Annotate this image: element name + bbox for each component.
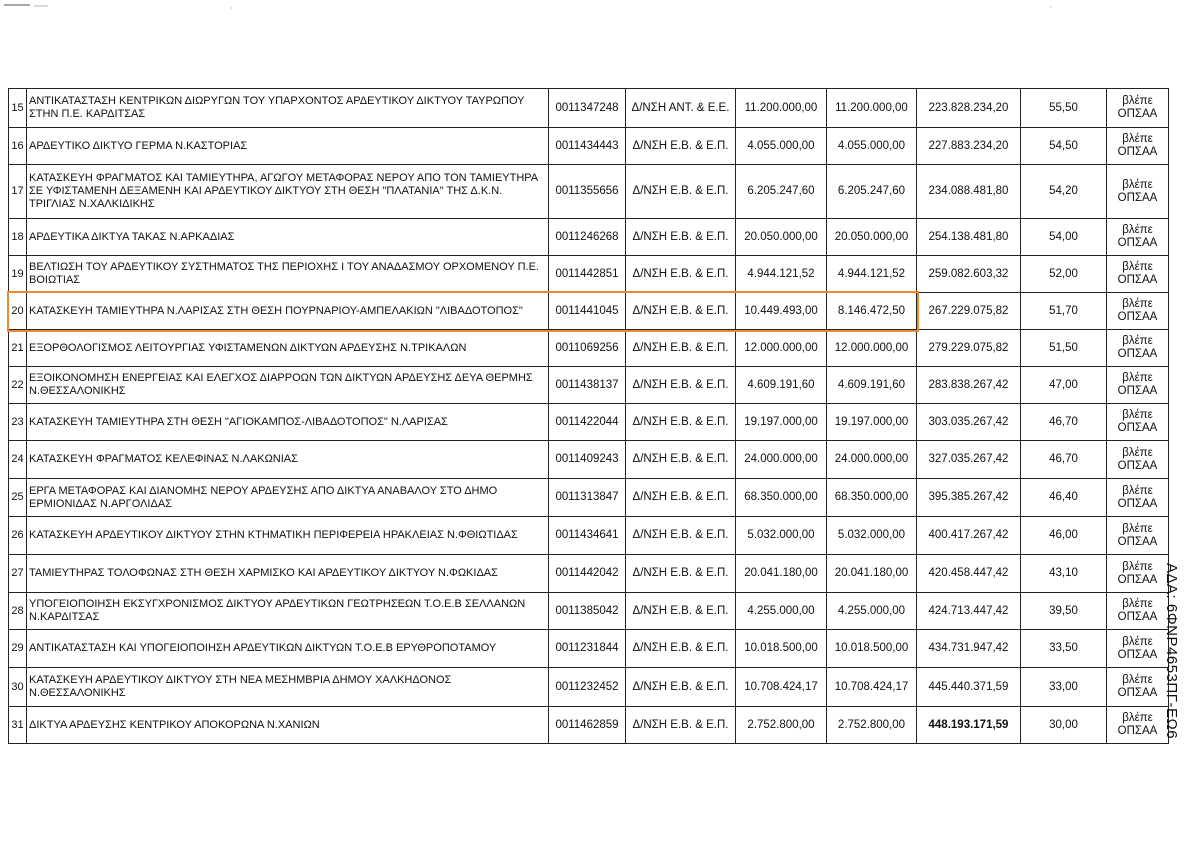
project-description: ΚΑΤΑΣΚΕΥΗ ΦΡΑΓΜΑΤΟΣ ΚΑΙ ΤΑΜΙΕΥΤΗΡΑ, ΑΓΩΓΟΥ ΜΕΤΑΦΟΡΑΣ ΝΕΡΟΥ ΑΠΟ ΤΟΝ ΤΑΜΙΕΥΤΗΡΑ ΣΕ ΥΦΙΣΤΑΜΕΝΗ ΔΕΞΑΜΕΝΗ ΚΑΙ ΑΡΔΕΥΤΙΚΟΥ ΔΙΚΤΥΟΥ ΣΤΗ ΘΕΣΗ "ΠΛΑΤΑΝΙΑ" ΤΗΣ Δ.Κ.Ν. ΤΡΙΓΛΙΑΣ Ν.ΧΑΛΚΙΔΙΚΗΣ (27, 165, 549, 219)
reference-note: βλέπε ΟΠΣΑΑ (1107, 367, 1169, 404)
table-row (9, 404, 1169, 441)
row-number: 21 (9, 330, 27, 367)
row-number: 30 (9, 668, 27, 707)
project-code: 0011246268 (549, 219, 626, 256)
table-row (9, 479, 1169, 517)
cumulative-amount: 400.417.267,42 (917, 517, 1021, 555)
approved-amount: 10.018.500,00 (827, 630, 917, 668)
row-number: 24 (9, 441, 27, 479)
budget-amount: 4.609.191,60 (736, 367, 827, 404)
project-description: ΚΑΤΑΣΚΕΥΗ ΤΑΜΙΕΥΤΗΡΑ ΣΤΗ ΘΕΣΗ "ΑΓΙΟΚΑΜΠΟΣ-ΛΙΒΑΔΟΤΟΠΟΣ" Ν.ΛΑΡΙΣΑΣ (27, 404, 549, 441)
score-value: 51,50 (1021, 330, 1107, 367)
project-description: ΚΑΤΑΣΚΕΥΗ ΑΡΔΕΥΤΙΚΟΥ ΔΙΚΤΥΟΥ ΣΤΗΝ ΚΤΗΜΑΤΙΚΗ ΠΕΡΙΦΕΡΕΙΑ ΗΡΑΚΛΕΙΑΣ Ν.ΦΘΙΩΤΙΔΑΣ (27, 517, 549, 555)
project-code: 0011231844 (549, 630, 626, 668)
table-row (9, 165, 1169, 219)
cumulative-amount: 303.035.267,42 (917, 404, 1021, 441)
cumulative-amount: 283.838.267,42 (917, 367, 1021, 404)
score-value: 43,10 (1021, 555, 1107, 593)
table-row (9, 593, 1169, 630)
cumulative-amount: 445.440.371,59 (917, 668, 1021, 707)
department: Δ/ΝΣΗ Ε.Β. & Ε.Π. (626, 404, 736, 441)
reference-note: βλέπε ΟΠΣΑΑ (1107, 517, 1169, 555)
row-number: 31 (9, 707, 27, 744)
score-value: 33,00 (1021, 668, 1107, 707)
project-description: ΤΑΜΙΕΥΤΗΡΑΣ ΤΟΛΟΦΩΝΑΣ ΣΤΗ ΘΕΣΗ ΧΑΡΜΙΣΚΟ ΚΑΙ ΑΡΔΕΥΤΙΚΟΥ ΔΙΚΤΥΟΥ Ν.ΦΩΚΙΔΑΣ (27, 555, 549, 593)
budget-amount: 20.050.000,00 (736, 219, 827, 256)
budget-amount: 19.197.000,00 (736, 404, 827, 441)
budget-amount: 2.752.800,00 (736, 707, 827, 744)
project-description: ΔΙΚΤΥΑ ΑΡΔΕΥΣΗΣ ΚΕΝΤΡΙΚΟΥ ΑΠΟΚΟΡΩΝΑ Ν.ΧΑΝΙΩΝ (27, 707, 549, 744)
cumulative-amount: 234.088.481,80 (917, 165, 1021, 219)
project-code: 0011434443 (549, 128, 626, 165)
cumulative-amount: 267.229.075,82 (917, 293, 1021, 330)
score-value: 46,70 (1021, 441, 1107, 479)
score-value: 30,00 (1021, 707, 1107, 744)
table-row (9, 630, 1169, 668)
table-row (9, 517, 1169, 555)
approved-amount: 4.055.000,00 (827, 128, 917, 165)
row-number: 19 (9, 256, 27, 293)
project-code: 0011422044 (549, 404, 626, 441)
department: Δ/ΝΣΗ Ε.Β. & Ε.Π. (626, 330, 736, 367)
score-value: 46,00 (1021, 517, 1107, 555)
department: Δ/ΝΣΗ Ε.Β. & Ε.Π. (626, 479, 736, 517)
score-value: 33,50 (1021, 630, 1107, 668)
budget-amount: 10.018.500,00 (736, 630, 827, 668)
table-row (9, 668, 1169, 707)
row-number: 15 (9, 89, 27, 128)
budget-amount: 11.200.000,00 (736, 89, 827, 128)
table-row (9, 707, 1169, 744)
row-number: 22 (9, 367, 27, 404)
score-value: 46,40 (1021, 479, 1107, 517)
reference-note: βλέπε ΟΠΣΑΑ (1107, 293, 1169, 330)
department: Δ/ΝΣΗ Ε.Β. & Ε.Π. (626, 593, 736, 630)
score-value: 54,20 (1021, 165, 1107, 219)
department: Δ/ΝΣΗ Ε.Β. & Ε.Π. (626, 293, 736, 330)
cumulative-amount: 259.082.603,32 (917, 256, 1021, 293)
score-value: 54,00 (1021, 219, 1107, 256)
approved-amount: 4.944.121,52 (827, 256, 917, 293)
department: Δ/ΝΣΗ Ε.Β. & Ε.Π. (626, 256, 736, 293)
budget-amount: 10.449.493,00 (736, 293, 827, 330)
row-number: 26 (9, 517, 27, 555)
project-description: ΒΕΛΤΙΩΣΗ ΤΟΥ ΑΡΔΕΥΤΙΚΟΥ ΣΥΣΤΗΜΑΤΟΣ ΤΗΣ ΠΕΡΙΟΧΗΣ Ι ΤΟΥ ΑΝΑΔΑΣΜΟΥ ΟΡΧΟΜΕΝΟΥ Π.Ε. ΒΟΙΩΤΙΑΣ (27, 256, 549, 293)
department: Δ/ΝΣΗ Ε.Β. & Ε.Π. (626, 517, 736, 555)
department: Δ/ΝΣΗ Ε.Β. & Ε.Π. (626, 707, 736, 744)
project-code: 0011441045 (549, 293, 626, 330)
project-code: 0011442851 (549, 256, 626, 293)
table-row (9, 219, 1169, 256)
scan-marks (0, 0, 1200, 12)
row-number: 17 (9, 165, 27, 219)
reference-note: βλέπε ΟΠΣΑΑ (1107, 593, 1169, 630)
project-code: 0011355656 (549, 165, 626, 219)
approved-amount: 10.708.424,17 (827, 668, 917, 707)
table-body (9, 89, 1169, 744)
project-code: 0011385042 (549, 593, 626, 630)
cumulative-amount: 420.458.447,42 (917, 555, 1021, 593)
table-row (9, 256, 1169, 293)
table-row (9, 367, 1169, 404)
approved-amount: 20.041.180,00 (827, 555, 917, 593)
projects-table (8, 88, 1169, 744)
approved-amount: 8.146.472,50 (827, 293, 917, 330)
row-number: 25 (9, 479, 27, 517)
row-number: 29 (9, 630, 27, 668)
project-description: ΕΡΓΑ ΜΕΤΑΦΟΡΑΣ ΚΑΙ ΔΙΑΝΟΜΗΣ ΝΕΡΟΥ ΑΡΔΕΥΣΗΣ ΑΠΟ ΔΙΚΤΥΑ ΑΝΑΒΑΛΟΥ ΣΤΟ ΔΗΜΟ ΕΡΜΙΟΝΙΔΑΣ Ν.ΑΡΓΟΛΙΔΑΣ (27, 479, 549, 517)
projects-table-wrapper (8, 88, 1168, 744)
project-description: ΚΑΤΑΣΚΕΥΗ ΑΡΔΕΥΤΙΚΟΥ ΔΙΚΤΥΟΥ ΣΤΗ ΝΕΑ ΜΕΣΗΜΒΡΙΑ ΔΗΜΟΥ ΧΑΛΚΗΔΟΝΟΣ Ν.ΘΕΣΣΑΛΟΝΙΚΗΣ (27, 668, 549, 707)
approved-amount: 68.350.000,00 (827, 479, 917, 517)
approved-amount: 4.609.191,60 (827, 367, 917, 404)
project-code: 0011232452 (549, 668, 626, 707)
department: Δ/ΝΣΗ Ε.Β. & Ε.Π. (626, 668, 736, 707)
reference-note: βλέπε ΟΠΣΑΑ (1107, 219, 1169, 256)
approved-amount: 11.200.000,00 (827, 89, 917, 128)
reference-note: βλέπε ΟΠΣΑΑ (1107, 555, 1169, 593)
table-row (9, 128, 1169, 165)
table-row (9, 293, 1169, 330)
cumulative-amount: 254.138.481,80 (917, 219, 1021, 256)
budget-amount: 10.708.424,17 (736, 668, 827, 707)
project-code: 0011438137 (549, 367, 626, 404)
cumulative-amount: 227.883.234,20 (917, 128, 1021, 165)
budget-amount: 68.350.000,00 (736, 479, 827, 517)
project-code: 0011434641 (549, 517, 626, 555)
project-description: ΕΞΟΡΘΟΛΟΓΙΣΜΟΣ ΛΕΙΤΟΥΡΓΙΑΣ ΥΦΙΣΤΑΜΕΝΩΝ ΔΙΚΤΥΩΝ ΑΡΔΕΥΣΗΣ Ν.ΤΡΙΚΑΛΩΝ (27, 330, 549, 367)
reference-note: βλέπε ΟΠΣΑΑ (1107, 404, 1169, 441)
project-description: ΑΡΔΕΥΤΙΚΑ ΔΙΚΤΥΑ ΤΑΚΑΣ Ν.ΑΡΚΑΔΙΑΣ (27, 219, 549, 256)
department: Δ/ΝΣΗ Ε.Β. & Ε.Π. (626, 630, 736, 668)
reference-note: βλέπε ΟΠΣΑΑ (1107, 630, 1169, 668)
cumulative-amount: 448.193.171,59 (917, 707, 1021, 744)
project-description: ΥΠΟΓΕΙΟΠΟΙΗΣΗ ΕΚΣΥΓΧΡΟΝΙΣΜΟΣ ΔΙΚΤΥΟΥ ΑΡΔΕΥΤΙΚΩΝ ΓΕΩΤΡΗΣΕΩΝ Τ.Ο.Ε.Β ΣΕΛΛΑΝΩΝ Ν.ΚΑΡΔΙΤΣΑΣ (27, 593, 549, 630)
approved-amount: 6.205.247,60 (827, 165, 917, 219)
project-description: ΑΝΤΙΚΑΤΑΣΤΑΣΗ ΚΕΝΤΡΙΚΩΝ ΔΙΩΡΥΓΩΝ ΤΟΥ ΥΠΑΡΧΟΝΤΟΣ ΑΡΔΕΥΤΙΚΟΥ ΔΙΚΤΥΟΥ ΤΑΥΡΩΠΟΥ ΣΤΗΝ Π.Ε. ΚΑΡΔΙΤΣΑΣ (27, 89, 549, 128)
budget-amount: 5.032.000,00 (736, 517, 827, 555)
department: Δ/ΝΣΗ Ε.Β. & Ε.Π. (626, 441, 736, 479)
budget-amount: 4.944.121,52 (736, 256, 827, 293)
score-value: 55,50 (1021, 89, 1107, 128)
project-description: ΚΑΤΑΣΚΕΥΗ ΦΡΑΓΜΑΤΟΣ ΚΕΛΕΦΙΝΑΣ Ν.ΛΑΚΩΝΙΑΣ (27, 441, 549, 479)
approved-amount: 20.050.000,00 (827, 219, 917, 256)
budget-amount: 4.255.000,00 (736, 593, 827, 630)
project-code: 0011069256 (549, 330, 626, 367)
score-value: 54,50 (1021, 128, 1107, 165)
table-row (9, 441, 1169, 479)
reference-note: βλέπε ΟΠΣΑΑ (1107, 165, 1169, 219)
row-number: 16 (9, 128, 27, 165)
approved-amount: 19.197.000,00 (827, 404, 917, 441)
approved-amount: 12.000.000,00 (827, 330, 917, 367)
cumulative-amount: 395.385.267,42 (917, 479, 1021, 517)
project-code: 0011409243 (549, 441, 626, 479)
project-code: 0011347248 (549, 89, 626, 128)
score-value: 51,70 (1021, 293, 1107, 330)
reference-note: βλέπε ΟΠΣΑΑ (1107, 479, 1169, 517)
budget-amount: 24.000.000,00 (736, 441, 827, 479)
budget-amount: 6.205.247,60 (736, 165, 827, 219)
project-description: ΕΞΟΙΚΟΝΟΜΗΣΗ ΕΝΕΡΓΕΙΑΣ ΚΑΙ ΕΛΕΓΧΟΣ ΔΙΑΡΡΟΩΝ ΤΩΝ ΔΙΚΤΥΩΝ ΑΡΔΕΥΣΗΣ ΔΕΥΑ ΘΕΡΜΗΣ Ν.ΘΕΣΣΑΛΟΝΙΚΗΣ (27, 367, 549, 404)
budget-amount: 20.041.180,00 (736, 555, 827, 593)
reference-note: βλέπε ΟΠΣΑΑ (1107, 668, 1169, 707)
row-number: 27 (9, 555, 27, 593)
reference-note: βλέπε ΟΠΣΑΑ (1107, 89, 1169, 128)
budget-amount: 12.000.000,00 (736, 330, 827, 367)
department: Δ/ΝΣΗ Ε.Β. & Ε.Π. (626, 165, 736, 219)
reference-note: βλέπε ΟΠΣΑΑ (1107, 707, 1169, 744)
score-value: 39,50 (1021, 593, 1107, 630)
table-row (9, 555, 1169, 593)
department: Δ/ΝΣΗ Ε.Β. & Ε.Π. (626, 367, 736, 404)
reference-note: βλέπε ΟΠΣΑΑ (1107, 441, 1169, 479)
approved-amount: 4.255.000,00 (827, 593, 917, 630)
reference-note: βλέπε ΟΠΣΑΑ (1107, 128, 1169, 165)
department: Δ/ΝΣΗ Ε.Β. & Ε.Π. (626, 128, 736, 165)
approved-amount: 24.000.000,00 (827, 441, 917, 479)
reference-note: βλέπε ΟΠΣΑΑ (1107, 330, 1169, 367)
project-code: 0011442042 (549, 555, 626, 593)
department: Δ/ΝΣΗ Ε.Β. & Ε.Π. (626, 555, 736, 593)
project-code: 0011313847 (549, 479, 626, 517)
department: Δ/ΝΣΗ Ε.Β. & Ε.Π. (626, 219, 736, 256)
project-description: ΑΝΤΙΚΑΤΑΣΤΑΣΗ ΚΑΙ ΥΠΟΓΕΙΟΠΟΙΗΣΗ ΑΡΔΕΥΤΙΚΩΝ ΔΙΚΤΥΩΝ Τ.Ο.Ε.Β ΕΡΥΘΡΟΠΟΤΑΜΟΥ (27, 630, 549, 668)
table-row (9, 330, 1169, 367)
ada-label: ΑΔΑ: 6ΦΝΡ4653ΠΓ-ΕΩ6 (1163, 563, 1180, 740)
project-code: 0011462859 (549, 707, 626, 744)
score-value: 46,70 (1021, 404, 1107, 441)
score-value: 52,00 (1021, 256, 1107, 293)
cumulative-amount: 223.828.234,20 (917, 89, 1021, 128)
approved-amount: 2.752.800,00 (827, 707, 917, 744)
cumulative-amount: 424.713.447,42 (917, 593, 1021, 630)
row-number: 28 (9, 593, 27, 630)
cumulative-amount: 279.229.075,82 (917, 330, 1021, 367)
table-row (9, 89, 1169, 128)
project-description: ΚΑΤΑΣΚΕΥΗ ΤΑΜΙΕΥΤΗΡΑ Ν.ΛΑΡΙΣΑΣ ΣΤΗ ΘΕΣΗ ΠΟΥΡΝΑΡΙΟΥ-ΑΜΠΕΛΑΚΙΩΝ "ΛΙΒΑΔΟΤΟΠΟΣ" (27, 293, 549, 330)
approved-amount: 5.032.000,00 (827, 517, 917, 555)
score-value: 47,00 (1021, 367, 1107, 404)
row-number: 18 (9, 219, 27, 256)
cumulative-amount: 434.731.947,42 (917, 630, 1021, 668)
department: Δ/ΝΣΗ ΑΝΤ. & Ε.Ε. (626, 89, 736, 128)
budget-amount: 4.055.000,00 (736, 128, 827, 165)
reference-note: βλέπε ΟΠΣΑΑ (1107, 256, 1169, 293)
project-description: ΑΡΔΕΥΤΙΚΟ ΔΙΚΤΥΟ ΓΕΡΜΑ Ν.ΚΑΣΤΟΡΙΑΣ (27, 128, 549, 165)
row-number: 20 (9, 293, 27, 330)
cumulative-amount: 327.035.267,42 (917, 441, 1021, 479)
row-number: 23 (9, 404, 27, 441)
